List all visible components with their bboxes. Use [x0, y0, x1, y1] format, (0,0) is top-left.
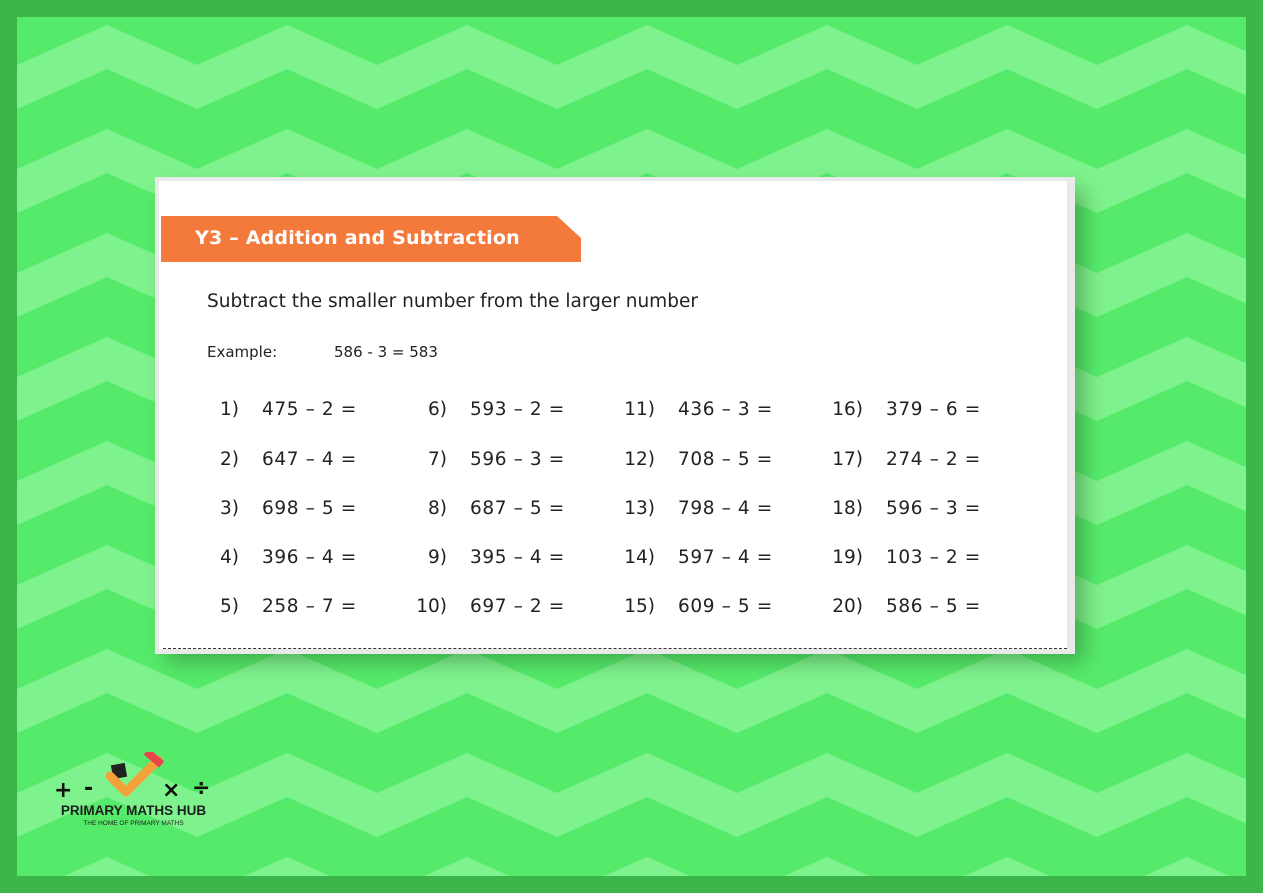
question-equation: 687 – 5 = [470, 498, 565, 519]
question-equation: 436 – 3 = [678, 399, 773, 420]
question-item [599, 498, 799, 522]
example-equation: 586 - 3 = 583 [334, 343, 438, 361]
question-equation: 475 – 2 = [262, 399, 357, 420]
worksheet-title: Y3 – Addition and Subtraction [195, 227, 520, 249]
plus-symbol: + [54, 778, 73, 803]
question-equation: 609 – 5 = [678, 596, 773, 617]
question-number: 1) [220, 399, 239, 420]
question-equation: 379 – 6 = [886, 399, 981, 420]
question-equation: 708 – 5 = [678, 449, 773, 470]
question-number: 14) [624, 547, 655, 568]
question-number: 10) [416, 596, 447, 617]
question-number: 9) [428, 547, 447, 568]
question-number: 11) [624, 399, 655, 420]
question-equation: 395 – 4 = [470, 547, 565, 568]
question-number: 6) [428, 399, 447, 420]
divide-symbol: ÷ [192, 776, 211, 801]
question-item [807, 547, 1007, 571]
logo-name: PRIMARY MATHS HUB [60, 803, 207, 818]
question-number: 3) [220, 498, 239, 519]
question-item [807, 498, 1007, 522]
question-item [807, 449, 1007, 473]
question-number: 12) [624, 449, 655, 470]
question-number: 19) [832, 547, 863, 568]
question-item [599, 547, 799, 571]
question-item [807, 399, 1007, 423]
question-item [807, 596, 1007, 620]
question-item [391, 449, 591, 473]
question-equation: 798 – 4 = [678, 498, 773, 519]
question-equation: 698 – 5 = [262, 498, 357, 519]
question-item [183, 449, 383, 473]
question-equation: 593 – 2 = [470, 399, 565, 420]
question-number: 15) [624, 596, 655, 617]
multiply-symbol: × [162, 778, 181, 803]
question-equation: 103 – 2 = [886, 547, 981, 568]
question-equation: 596 – 3 = [470, 449, 565, 470]
question-item [183, 399, 383, 423]
question-equation: 586 – 5 = [886, 596, 981, 617]
minus-symbol: - [84, 776, 94, 801]
question-item [599, 449, 799, 473]
question-equation: 647 – 4 = [262, 449, 357, 470]
question-number: 8) [428, 498, 447, 519]
question-number: 17) [832, 449, 863, 470]
question-item [391, 547, 591, 571]
question-number: 16) [832, 399, 863, 420]
question-equation: 597 – 4 = [678, 547, 773, 568]
title-banner [161, 216, 581, 262]
primary-maths-hub-logo [46, 752, 221, 832]
question-item [599, 399, 799, 423]
question-number: 18) [832, 498, 863, 519]
example-label: Example: [207, 343, 278, 361]
question-item [183, 498, 383, 522]
question-item [391, 399, 591, 423]
cut-line [163, 648, 1067, 649]
question-item [391, 596, 591, 620]
question-number: 20) [832, 596, 863, 617]
question-item [183, 596, 383, 620]
question-number: 13) [624, 498, 655, 519]
question-item [391, 498, 591, 522]
checkmark-pencil-icon [104, 752, 166, 800]
worksheet-card [155, 177, 1075, 654]
question-equation: 596 – 3 = [886, 498, 981, 519]
question-equation: 697 – 2 = [470, 596, 565, 617]
worksheet-page [159, 181, 1067, 649]
question-number: 7) [428, 449, 447, 470]
question-equation: 396 – 4 = [262, 547, 357, 568]
question-item [183, 547, 383, 571]
question-equation: 258 – 7 = [262, 596, 357, 617]
question-number: 5) [220, 596, 239, 617]
question-number: 2) [220, 449, 239, 470]
instruction-text: Subtract the smaller number from the larger number [207, 291, 698, 312]
question-item [599, 596, 799, 620]
logo-tagline: THE HOME OF PRIMARY MATHS [83, 820, 184, 827]
question-equation: 274 – 2 = [886, 449, 981, 470]
question-number: 4) [220, 547, 239, 568]
